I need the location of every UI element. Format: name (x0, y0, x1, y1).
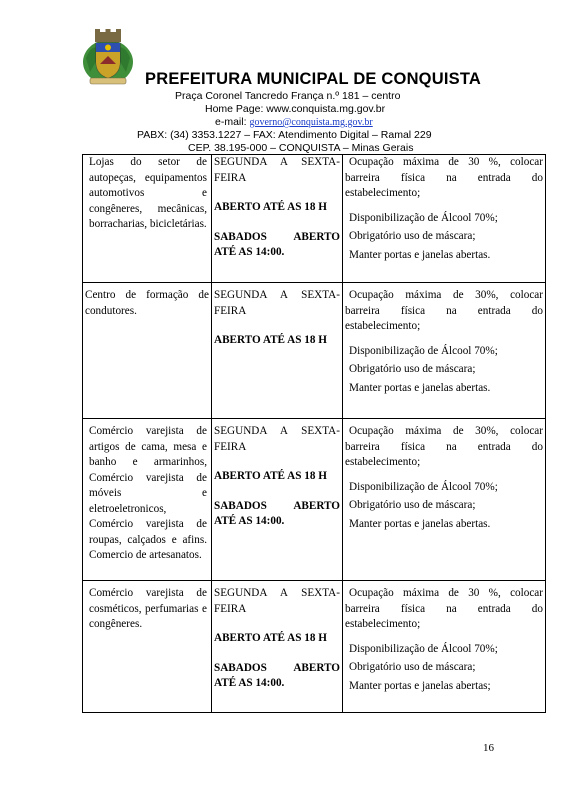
schedule-days-cont: FEIRA (214, 304, 247, 317)
opening-hours: ABERTO ATÉ AS 18 H (214, 470, 327, 482)
activity-text: Comércio varejista de artigos de cama, mesa e banho e armarinhos, Comércio varejista de móveis e eletroeletronicos, Comércio varejista de roupas, calçados e afins. Comercio de artesanatos. (89, 425, 207, 561)
requirements-cell (343, 581, 546, 713)
rules-table (82, 154, 546, 713)
occupancy-rule: Ocupação máxima de 30 %, colocar (349, 156, 543, 168)
schedule-cell (212, 419, 343, 581)
schedule-cell (212, 155, 343, 283)
letterhead (0, 0, 566, 158)
occupancy-rule-end: estabelecimento; (345, 456, 421, 468)
alcohol-rule: Disponibilização de Álcool 70%; (349, 480, 498, 493)
alcohol-rule: Disponibilização de Álcool 70%; (349, 211, 498, 224)
occupancy-rule-end: estabelecimento; (345, 187, 421, 199)
schedule-days: SEGUNDA A SEXTA- (214, 156, 340, 168)
occupancy-rule: Ocupação máxima de 30%, colocar (349, 425, 543, 437)
page-number: 16 (483, 742, 494, 754)
saturday-hours: SABADOS ABERTO ATÉ AS 14:00. (214, 661, 340, 689)
table-row (83, 155, 546, 283)
schedule-cell (212, 581, 343, 713)
requirements-cell (343, 283, 546, 419)
mask-rule: Obrigatório uso de máscara; (349, 363, 476, 375)
occupancy-rule: Ocupação máxima de 30%, colocar (349, 289, 543, 301)
schedule-days-cont: FEIRA (214, 602, 247, 615)
doors-rule: Manter portas e janelas abertas; (349, 679, 491, 692)
occupancy-rule-end: estabelecimento; (345, 618, 421, 630)
municipal-crest-icon (82, 28, 134, 86)
mask-rule: Obrigatório uso de máscara; (349, 499, 476, 511)
schedule-days: SEGUNDA A SEXTA- (214, 425, 340, 437)
mask-rule: Obrigatório uso de máscara; (349, 661, 476, 673)
opening-hours: ABERTO ATÉ AS 18 H (214, 632, 327, 644)
email-label: e-mail: (215, 116, 250, 128)
saturday-hours: SABADOS ABERTO ATÉ AS 14:00. (214, 230, 340, 258)
email-line (215, 116, 373, 128)
doors-rule: Manter portas e janelas abertas. (349, 381, 491, 394)
phone-line: PABX: (34) 3353.1227 – FAX: Atendimento Digital – Ramal 229 (137, 129, 432, 141)
activity-cell (83, 419, 212, 581)
occupancy-rule-cont: barreira física na entrada do (345, 304, 543, 317)
organization-title: PREFEITURA MUNICIPAL DE CONQUISTA (145, 70, 481, 88)
table-row (83, 283, 546, 419)
table-row (83, 581, 546, 713)
activity-text: Comércio varejista de cosméticos, perfumarias e congêneres. (89, 587, 207, 630)
activity-cell (83, 283, 212, 419)
alcohol-rule: Disponibilização de Álcool 70%; (349, 642, 498, 655)
opening-hours: ABERTO ATÉ AS 18 H (214, 334, 327, 346)
activity-text: Lojas do setor de autopeças, equipamentos automotivos e congêneres, mecânicas, borracharias, bicicletárias. (89, 156, 207, 230)
occupancy-rule-cont: barreira física na entrada do (345, 440, 543, 453)
alcohol-rule: Disponibilização de Álcool 70%; (349, 344, 498, 357)
occupancy-rule-cont: barreira física na entrada do (345, 171, 543, 184)
schedule-days: SEGUNDA A SEXTA- (214, 587, 340, 599)
homepage-line: Home Page: www.conquista.mg.gov.br (205, 103, 386, 115)
activity-text: Centro de formação de condutores. (85, 289, 209, 317)
occupancy-rule: Ocupação máxima de 30 %, colocar (349, 587, 543, 599)
schedule-days-cont: FEIRA (214, 440, 247, 453)
email-link[interactable]: governo@conquista.mg.gov.br (249, 117, 373, 128)
doors-rule: Manter portas e janelas abertas. (349, 517, 491, 530)
mask-rule: Obrigatório uso de máscara; (349, 230, 476, 242)
cep-line: CEP. 38.195-000 – CONQUISTA – Minas Gerais (188, 142, 414, 154)
activity-cell (83, 581, 212, 713)
table-row (83, 419, 546, 581)
opening-hours: ABERTO ATÉ AS 18 H (214, 201, 327, 213)
schedule-cell (212, 283, 343, 419)
schedule-days: SEGUNDA A SEXTA- (214, 289, 340, 301)
saturday-hours: SABADOS ABERTO ATÉ AS 14:00. (214, 499, 340, 527)
address-line: Praça Coronel Tancredo França n.º 181 – centro (175, 90, 401, 102)
activity-cell (83, 155, 212, 283)
occupancy-rule-end: estabelecimento; (345, 320, 421, 332)
requirements-cell (343, 155, 546, 283)
doors-rule: Manter portas e janelas abertas. (349, 248, 491, 261)
requirements-cell (343, 419, 546, 581)
occupancy-rule-cont: barreira física na entrada do (345, 602, 543, 615)
schedule-days-cont: FEIRA (214, 171, 247, 184)
